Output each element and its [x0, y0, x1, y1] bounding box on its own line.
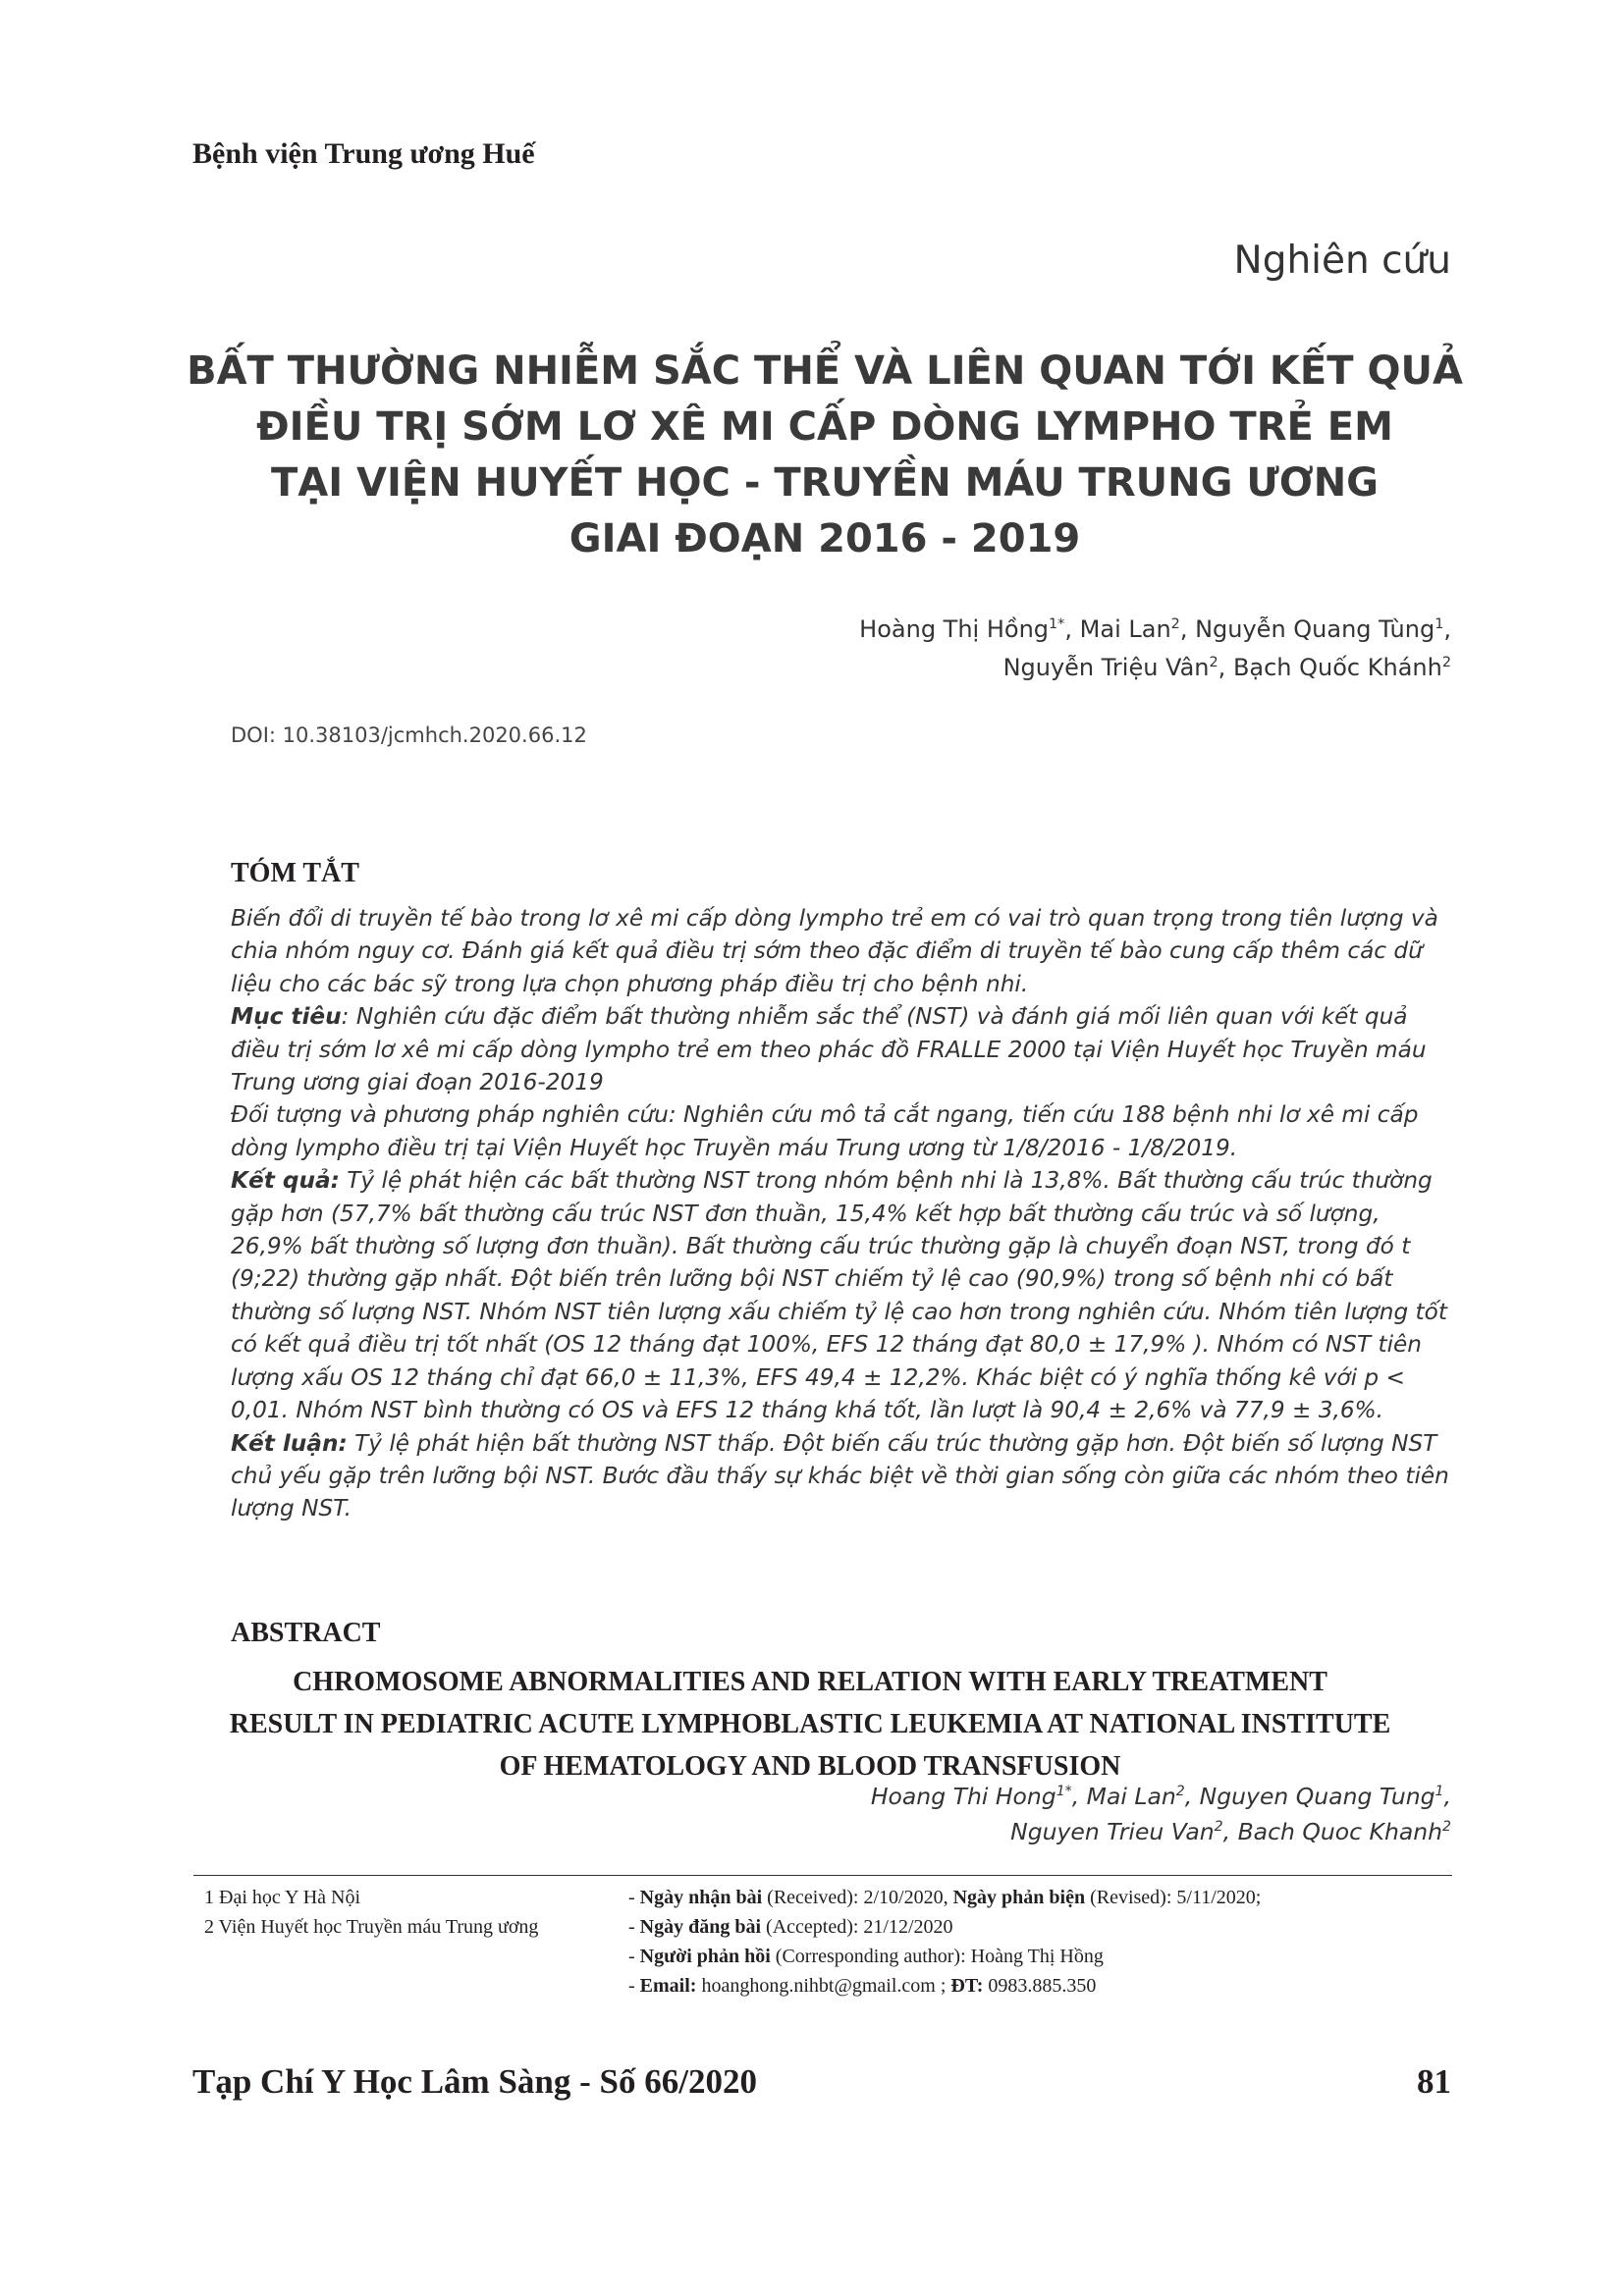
author-name: Nguyễn Quang Tùng — [1195, 615, 1435, 643]
results-label: Kết quả: — [231, 1167, 340, 1195]
contact-line: - Email: hoanghong.nihbt@gmail.com ; ĐT: 0983.885.350 — [628, 1975, 1097, 1997]
author-line: Nguyen Trieu Van$^2$, Bach Quoc Khanh$^2$ — [1010, 1818, 1451, 1845]
journal-footer: Tạp Chí Y Học Lâm Sàng - Số 66/2020 — [192, 2062, 757, 2101]
title-line: TẠI VIỆN HUYẾT HỌC - TRUYỀN MÁU TRUNG ƯƠNG — [270, 460, 1380, 506]
corresponding-label: Người phản hồi — [639, 1946, 771, 1967]
english-title-line: CHROMOSOME ABNORMALITIES AND RELATION WITH EARLY TREATMENT — [293, 1667, 1327, 1697]
results-text: Tỷ lệ phát hiện các bất thường NST trong nhóm bệnh nhi là 13,8%. Bất thường cấu trúc thường gặp hơn (57,7% bất thường cấu trúc NST đơn thuần, 15,4% kết hợp bất thường cấu trúc và số lượng, 26,9% bất thường số lượng đơn thuần). Bất thường cấu trúc thường gặp là chuyển đoạn NST, trong đó t (9;22) thường gặp nhất. Đột biến trên lưỡng bội NST chiếm tỷ lệ cao (90,9%) trong số bệnh nhi có bất thường số lượng NST. Nhóm NST tiên lượng xấu chiếm tỷ lệ cao hơn trong nghiên cứu. Nhóm tiên lượng tốt có kết quả điều trị tốt nhất (OS 12 tháng đạt 100%, EFS 12 tháng đạt 80,0 ± 17,9% ). Nhóm có NST tiên lượng xấu OS 12 tháng chỉ đạt 66,0 ± 11,3%, EFS 49,4 ± 12,2%. Khác biệt có ý nghĩa thống kê với p < 0,01. Nhóm NST bình thường có OS và EFS 12 tháng khá tốt, lần lượt là 90,4 ± 2,6% và 77,9 ± 3,6%. — [231, 1167, 1447, 1424]
date-line: - Ngày nhận bài (Received): 2/10/2020, Ngày phản biện (Revised): 5/11/2020; — [628, 1887, 1262, 1908]
title-line: GIAI ĐOẠN 2016 - 2019 — [568, 516, 1081, 561]
objective-label: Mục tiêu — [231, 1003, 342, 1031]
author-affil: 2 — [1175, 1784, 1185, 1800]
summary-conclusion — [231, 1427, 1453, 1525]
phone-label: ĐT: — [950, 1975, 984, 1997]
accepted-value: (Accepted): 21/12/2020 — [761, 1916, 953, 1938]
abstract-heading: ABSTRACT — [231, 1618, 381, 1648]
received-label: Ngày nhận bài — [639, 1887, 763, 1908]
conclusion-label: Kết luận: — [231, 1429, 348, 1457]
article-dates — [628, 1883, 1261, 2001]
author-affil: 2 — [1209, 655, 1218, 670]
author-affil: 1 — [1435, 1784, 1444, 1800]
revised-value: (Revised): 5/11/2020; — [1085, 1887, 1262, 1908]
summary-heading: TÓM TẮT — [231, 858, 359, 888]
running-head: Bệnh viện Trung ương Huế — [192, 137, 535, 170]
author-line: Hoàng Thị Hồng$^{1*}$, Mai Lan$^2$, Nguyễn Quang Tùng$^1$, — [859, 615, 1451, 643]
phone-value: 0983.885.350 — [983, 1975, 1097, 1997]
author-affil: 1* — [1049, 616, 1065, 632]
email-value: hoanghong.nihbt@gmail.com ; — [696, 1975, 951, 1997]
author-line: Nguyễn Triệu Vân$^2$, Bạch Quốc Khánh$^2$ — [1002, 654, 1451, 681]
affiliation-2: 2 Viện Huyết học Truyền máu Trung ương — [204, 1916, 539, 1938]
author-affil: 2 — [1442, 1819, 1451, 1836]
summary-results — [231, 1164, 1453, 1426]
author-name: Nguyen Quang Tung — [1199, 1783, 1435, 1810]
author-name: Hoang Thi Hong — [870, 1783, 1056, 1810]
author-name: Nguyen Trieu Van — [1010, 1818, 1215, 1845]
affiliations — [204, 1883, 538, 1942]
summary-intro: Biến đổi di truyền tế bào trong lơ xê mi cấp dòng lympho trẻ em có vai trò quan trọng trong tiên lượng và chia nhóm nguy cơ. Đánh giá kết quả điều trị sớm theo đặc điểm di truyền tế bào cung cấp thêm các dữ liệu cho các bác sỹ trong lựa chọn phương pháp điều trị cho bệnh nhi. — [231, 905, 1438, 997]
title-line: BẤT THƯỜNG NHIỄM SẮC THỂ VÀ LIÊN QUAN TỚI KẾT QUẢ — [187, 348, 1463, 394]
title-line: ĐIỀU TRỊ SỚM LƠ XÊ MI CẤP DÒNG LYMPHO TRẺ EM — [256, 404, 1393, 450]
summary-methods: Đối tượng và phương pháp nghiên cứu: Nghiên cứu mô tả cắt ngang, tiến cứu 188 bệnh nhi lơ xê mi cấp dòng lympho điều trị tại Viện Huyết học Truyền máu Trung ương từ 1/8/2016 - 1/8/2019. — [231, 1101, 1419, 1161]
corresponding-line: - Người phản hồi (Corresponding author): Hoàng Thị Hồng — [628, 1946, 1104, 1967]
article-title — [118, 344, 1532, 567]
summary-body — [231, 902, 1453, 1525]
revised-label: Ngày phản biện — [952, 1887, 1086, 1908]
author-name: Mai Lan — [1079, 615, 1171, 643]
author-name: Nguyễn Triệu Vân — [1002, 654, 1210, 681]
summary-objective — [231, 1000, 1453, 1098]
author-affil: 1* — [1056, 1784, 1072, 1800]
english-title — [147, 1661, 1473, 1788]
author-affil: 1 — [1435, 616, 1444, 632]
received-value: (Received): 2/10/2020, — [762, 1887, 953, 1908]
doi: DOI: 10.38103/jcmhch.2020.66.12 — [231, 723, 587, 747]
author-list-en — [871, 1779, 1451, 1849]
affiliation-1: 1 Đại học Y Hà Nội — [204, 1887, 361, 1908]
conclusion-text: Tỷ lệ phát hiện bất thường NST thấp. Đột biến cấu trúc thường gặp hơn. Đột biến số lượng NST chủ yếu gặp trên lưỡng bội NST. Bước đầu thấy sự khác biệt về thời gian sống còn giữa các nhóm theo tiên lượng NST. — [231, 1429, 1449, 1522]
date-line: - Ngày đăng bài (Accepted): 21/12/2020 — [628, 1916, 953, 1938]
english-title-line: RESULT IN PEDIATRIC ACUTE LYMPHOBLASTIC LEUKEMIA AT NATIONAL INSTITUTE — [229, 1709, 1391, 1739]
author-affil: 2 — [1170, 616, 1180, 632]
objective-text: : Nghiên cứu đặc điểm bất thường nhiễm sắc thể (NST) và đánh giá mối liên quan với kết quả điều trị sớm lơ xê mi cấp dòng lympho trẻ em theo phác đồ FRALLE 2000 tại Viện Huyết học Truyền máu Trung ương giai đoạn 2016-2019 — [231, 1003, 1427, 1096]
author-affil: 2 — [1214, 1819, 1223, 1836]
footnote-divider — [193, 1875, 1452, 1876]
corresponding-value: (Corresponding author): Hoàng Thị Hồng — [770, 1946, 1104, 1967]
author-line: Hoang Thi Hong$^{1*}$, Mai Lan$^2$, Nguyen Quang Tung$^1$, — [870, 1783, 1451, 1810]
accepted-label: Ngày đăng bài — [639, 1916, 762, 1938]
article-category: Nghiên cứu — [1233, 239, 1451, 283]
english-title-line: OF HEMATOLOGY AND BLOOD TRANSFUSION — [499, 1751, 1121, 1782]
author-name: Bạch Quốc Khánh — [1232, 654, 1442, 681]
author-affil: 2 — [1441, 655, 1451, 670]
page-number: 81 — [1417, 2062, 1451, 2101]
author-name: Hoàng Thị Hồng — [859, 615, 1050, 643]
author-name: Bach Quoc Khanh — [1237, 1818, 1443, 1845]
author-name: Mai Lan — [1086, 1783, 1176, 1810]
author-list-vn — [859, 611, 1451, 687]
email-label: Email: — [639, 1975, 697, 1997]
